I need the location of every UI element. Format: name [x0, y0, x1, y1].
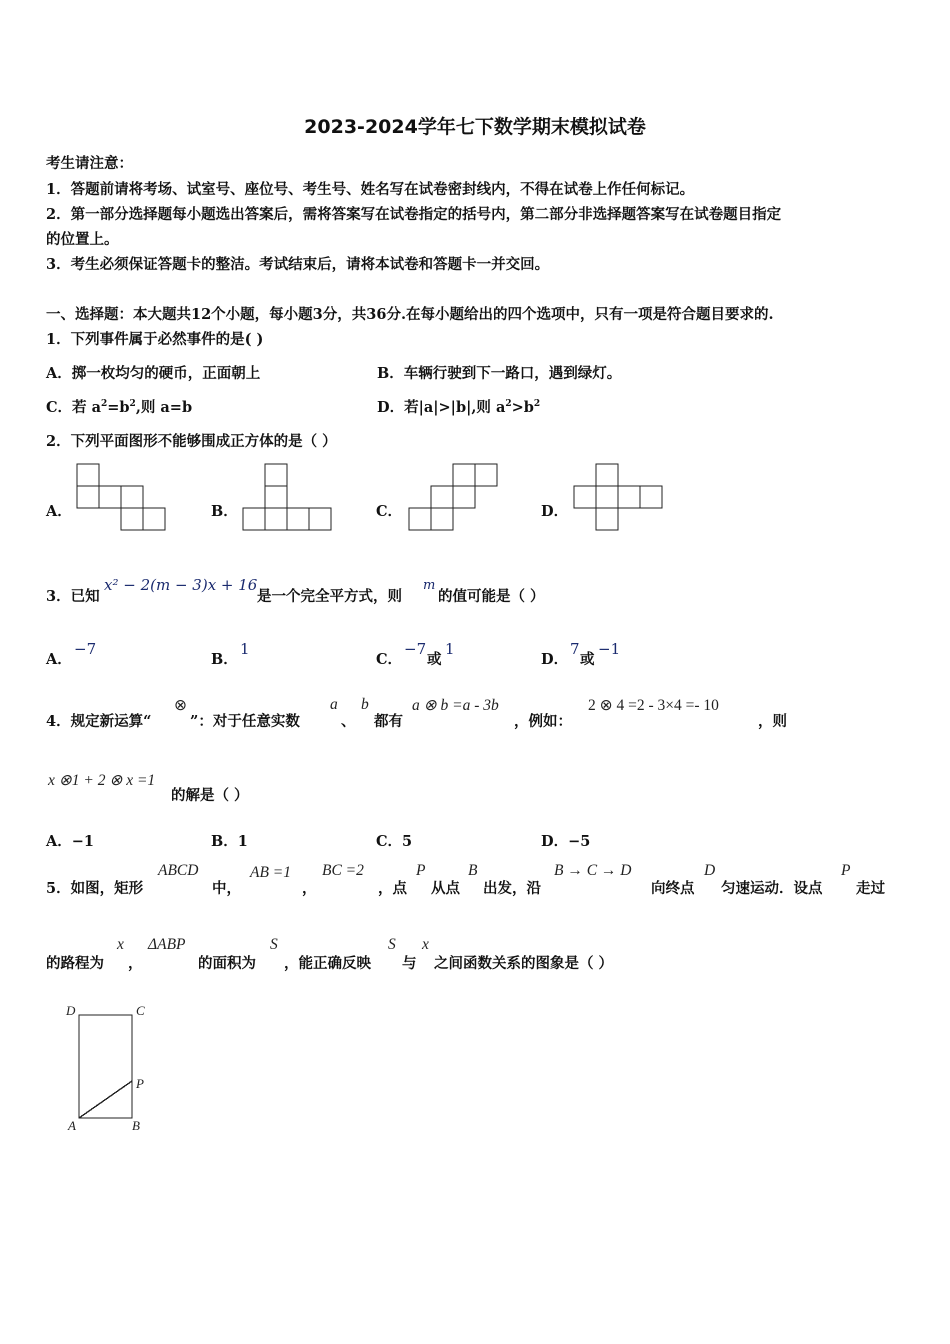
q1-option-b: B．车辆行驶到下一路口，遇到绿灯。: [377, 365, 622, 382]
q2-label-d: D．: [541, 503, 569, 520]
q3-value-c2: 1: [445, 640, 455, 658]
q4-rule: a ⊗ b =a - 3b: [412, 697, 499, 714]
q1-option-d: D．若|a|>|b|,则 $a^2>b^2$: [377, 399, 541, 416]
notice-line-2: 2．第一部分选择题每小题选出答案后，需将答案写在试卷指定的括号内，第二部分非选择题答案写在试卷题目指定: [46, 206, 782, 223]
q5-var-x: x: [117, 936, 124, 953]
q3-value-d2: −1: [598, 640, 621, 658]
q4-stem-e: ，则: [758, 713, 787, 730]
q5-text-3: ，: [302, 880, 317, 897]
q5-path: B → C → D: [554, 862, 632, 879]
q5-var-x-2: x: [422, 936, 429, 953]
q4-separator: 、: [341, 713, 356, 730]
q5-rectangle-figure: [60, 1000, 160, 1140]
q5-text-2: 中，: [212, 880, 241, 897]
q5-triangle: ΔABP: [148, 936, 186, 953]
q4-stem-f: 的解是（ ）: [171, 787, 249, 804]
q5-point-d: D: [704, 862, 716, 879]
label-c: C: [136, 1003, 145, 1018]
cube-net-c: [408, 463, 500, 533]
q5-point-p: P: [416, 862, 426, 879]
label-a: A: [68, 1118, 76, 1133]
q4-option-c: C．5: [376, 833, 413, 850]
q2-label-b: B．: [211, 503, 238, 520]
q5-text-11: ，: [128, 955, 143, 972]
notice-heading: 考生请注意：: [46, 155, 133, 172]
q5-text-9: 走过: [856, 880, 885, 897]
q4-var-b: b: [361, 696, 369, 713]
notice-line-1: 1．答题前请将考场、试室号、座位号、考生号、姓名写在试卷密封线内，不得在试卷上作任何标记。: [46, 181, 695, 198]
q4-option-b: B．1: [211, 833, 248, 850]
q5-var-s-2: S: [388, 936, 396, 953]
section-heading: 一、选择题：本大题共12个小题，每小题3分，共36分.在每小题给出的四个选项中，只有一项是符合题目要求的.: [46, 306, 774, 323]
q1-option-c: C．若 $a^2=b^2$,则 a=b: [46, 399, 193, 416]
q4-option-a: A．−1: [46, 833, 94, 850]
q3-var-m: m: [423, 578, 436, 593]
q3-value-b: 1: [240, 640, 250, 658]
q3-stem-prefix: 3．已知: [46, 588, 100, 605]
q5-text-4: ，点: [378, 880, 407, 897]
q3-value-c1: −7: [404, 640, 427, 658]
q5-var-s: S: [270, 936, 278, 953]
q5-text-1: 5．如图，矩形: [46, 880, 144, 897]
q5-text-12: 的面积为: [198, 955, 256, 972]
label-b: B: [132, 1118, 140, 1133]
q5-point-p-2: P: [841, 862, 851, 879]
q5-text-5: 从点: [431, 880, 460, 897]
label-d: D: [66, 1003, 76, 1018]
notice-line-3: 3．考生必须保证答题卡的整洁。考试结束后，请将本试卷和答题卡一并交回。: [46, 256, 550, 273]
q5-text-6: 出发，沿: [483, 880, 541, 897]
q5-rect-name: ABCD: [158, 862, 199, 879]
q3-label-c: C．: [376, 651, 403, 668]
q4-operator: ⊗: [174, 697, 187, 714]
q3-stem-mid: 是一个完全平方式，则: [257, 588, 402, 605]
q5-text-14: 与: [402, 955, 417, 972]
q3-label-b: B．: [211, 651, 238, 668]
q3-expression: x² − 2(m − 3)x + 16: [104, 576, 258, 594]
cube-net-b: [242, 463, 334, 533]
q3-or-c: 或: [427, 651, 442, 668]
rectangle-abcd: [79, 1015, 132, 1118]
q5-bc-length: BC =2: [322, 862, 364, 879]
q1-stem: 1．下列事件属于必然事件的是( ): [46, 331, 264, 348]
q4-stem-b: ”：对于任意实数: [190, 713, 300, 730]
q1-option-a: A．掷一枚均匀的硬币，正面朝上: [46, 365, 261, 382]
q4-example: 2 ⊗ 4 =2 - 3×4 =- 10: [588, 697, 719, 714]
q5-text-10: 的路程为: [46, 955, 104, 972]
q2-label-a: A．: [46, 503, 72, 520]
q4-var-a: a: [330, 696, 338, 713]
segment-ap: [79, 1081, 132, 1118]
q4-equation: x ⊗1 + 2 ⊗ x =1: [48, 772, 156, 789]
cube-net-a: [76, 463, 170, 533]
q5-text-7: 向终点: [651, 880, 695, 897]
q4-stem-d: ，例如：: [514, 713, 572, 730]
q4-option-d: D．−5: [541, 833, 591, 850]
q5-ab-length: AB =1: [250, 864, 292, 881]
page-title: 2023-2024学年七下数学期末模拟试卷: [304, 116, 646, 138]
q5-text-15: 之间函数关系的图象是（ ）: [434, 955, 614, 972]
cube-net-d: [573, 463, 665, 533]
q3-value-a: −7: [74, 640, 97, 658]
q3-label-d: D．: [541, 651, 569, 668]
notice-line-2-cont: 的位置上。: [46, 231, 119, 248]
q3-stem-suffix: 的值可能是（ ）: [438, 588, 545, 605]
q5-point-b: B: [468, 862, 478, 879]
label-p: P: [136, 1076, 144, 1091]
q2-label-c: C．: [376, 503, 403, 520]
q4-stem-a: 4．规定新运算“: [46, 713, 152, 730]
q5-text-13: ，能正确反映: [284, 955, 371, 972]
q4-stem-c: 都有: [374, 713, 403, 730]
q5-text-8: 匀速运动．设点: [721, 880, 823, 897]
q2-stem: 2．下列平面图形不能够围成正方体的是（ ）: [46, 433, 337, 450]
q3-or-d: 或: [580, 651, 595, 668]
q3-value-d1: 7: [570, 640, 580, 658]
q3-label-a: A．: [46, 651, 72, 668]
